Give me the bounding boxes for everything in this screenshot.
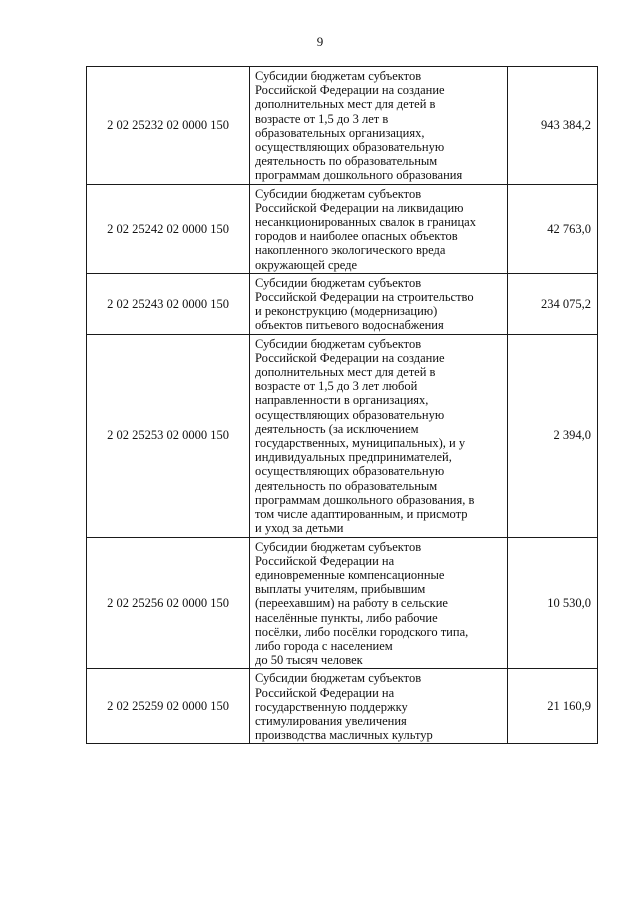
table-row	[87, 273, 598, 334]
description-line: том числе адаптированным, и присмотр	[255, 507, 468, 522]
description-line: единовременные компенсационные	[255, 567, 445, 582]
description-line: населённые пункты, либо рабочие	[255, 610, 438, 625]
description-line: осуществляющих образовательную	[255, 464, 445, 479]
subsidy-description	[250, 67, 508, 185]
subsidy-amount: 10 530,0	[508, 537, 598, 669]
table-row	[87, 669, 598, 744]
budget-code: 2 02 25259 02 0000 150	[87, 669, 250, 744]
description-line: Российской Федерации на	[255, 553, 395, 568]
description-line: программам дошкольного образования	[255, 168, 463, 183]
description-line: несанкционированных свалок в границах	[255, 215, 476, 230]
description-line: Субсидии бюджетам субъектов	[255, 671, 422, 686]
table-row	[87, 334, 598, 537]
subsidy-amount: 21 160,9	[508, 669, 598, 744]
table-row	[87, 184, 598, 273]
description-line: производства масличных культур	[255, 728, 433, 743]
budget-table-body	[87, 67, 598, 744]
description-line: дополнительных мест для детей в	[255, 97, 436, 112]
description-line: Российской Федерации на	[255, 685, 395, 700]
description-line: и уход за детьми	[255, 521, 344, 536]
description-line: возрасте от 1,5 до 3 лет любой	[255, 379, 418, 394]
description-line: (переехавшим) на работу в сельские	[255, 596, 448, 611]
description-line: Российской Федерации на строительство	[255, 290, 474, 305]
subsidy-description	[250, 334, 508, 537]
budget-code: 2 02 25242 02 0000 150	[87, 184, 250, 273]
subsidy-amount: 42 763,0	[508, 184, 598, 273]
description-line: стимулирования увеличения	[255, 713, 407, 728]
description-line: Субсидии бюджетам субъектов	[255, 275, 422, 290]
description-line: направленности в организациях,	[255, 393, 429, 408]
description-line: Российской Федерации на создание	[255, 350, 445, 365]
subsidy-description	[250, 669, 508, 744]
description-line: индивидуальных предпринимателей,	[255, 450, 452, 465]
budget-code: 2 02 25232 02 0000 150	[87, 67, 250, 185]
description-line: Субсидии бюджетам субъектов	[255, 539, 422, 554]
subsidy-amount: 2 394,0	[508, 334, 598, 537]
description-line: Российской Федерации на создание	[255, 83, 445, 98]
description-line: Субсидии бюджетам субъектов	[255, 336, 422, 351]
subsidy-amount: 234 075,2	[508, 273, 598, 334]
description-line: либо города с населением	[255, 638, 393, 653]
description-line: накопленного экологического вреда	[255, 243, 446, 258]
description-line: до 50 тысяч человек	[255, 653, 363, 668]
description-line: Субсидии бюджетам субъектов	[255, 69, 422, 83]
description-line: Субсидии бюджетам субъектов	[255, 186, 422, 201]
description-line: осуществляющих образовательную	[255, 407, 445, 422]
description-line: программам дошкольного образования, в	[255, 492, 475, 507]
description-line: дополнительных мест для детей в	[255, 365, 436, 380]
budget-table	[86, 66, 598, 744]
subsidy-description	[250, 273, 508, 334]
page-number: 9	[316, 34, 324, 49]
description-line: городов и наиболее опасных объектов	[255, 229, 458, 244]
budget-code: 2 02 25256 02 0000 150	[87, 537, 250, 669]
subsidy-description	[250, 184, 508, 273]
description-line: выплаты учителям, прибывшим	[255, 582, 426, 597]
description-line: государственную поддержку	[255, 699, 408, 714]
table-row	[87, 537, 598, 669]
budget-code: 2 02 25253 02 0000 150	[87, 334, 250, 537]
description-line: образовательных организациях,	[255, 125, 425, 140]
description-line: государственных, муниципальных), и у	[255, 436, 466, 451]
description-line: осуществляющих образовательную	[255, 140, 445, 155]
description-line: деятельность (за исключением	[255, 421, 419, 436]
subsidy-amount: 943 384,2	[508, 67, 598, 185]
description-line: посёлки, либо посёлки городского типа,	[255, 624, 469, 639]
table-row	[87, 67, 598, 185]
description-line: окружающей среде	[255, 257, 358, 272]
subsidy-description	[250, 537, 508, 669]
description-line: и реконструкцию (модернизацию)	[255, 304, 438, 319]
description-line: Российской Федерации на ликвидацию	[255, 200, 464, 215]
description-line: деятельность по образовательным	[255, 154, 438, 169]
description-line: деятельность по образовательным	[255, 478, 438, 493]
budget-code: 2 02 25243 02 0000 150	[87, 273, 250, 334]
description-line: объектов питьевого водоснабжения	[255, 318, 444, 333]
description-line: возрасте от 1,5 до 3 лет в	[255, 111, 389, 126]
